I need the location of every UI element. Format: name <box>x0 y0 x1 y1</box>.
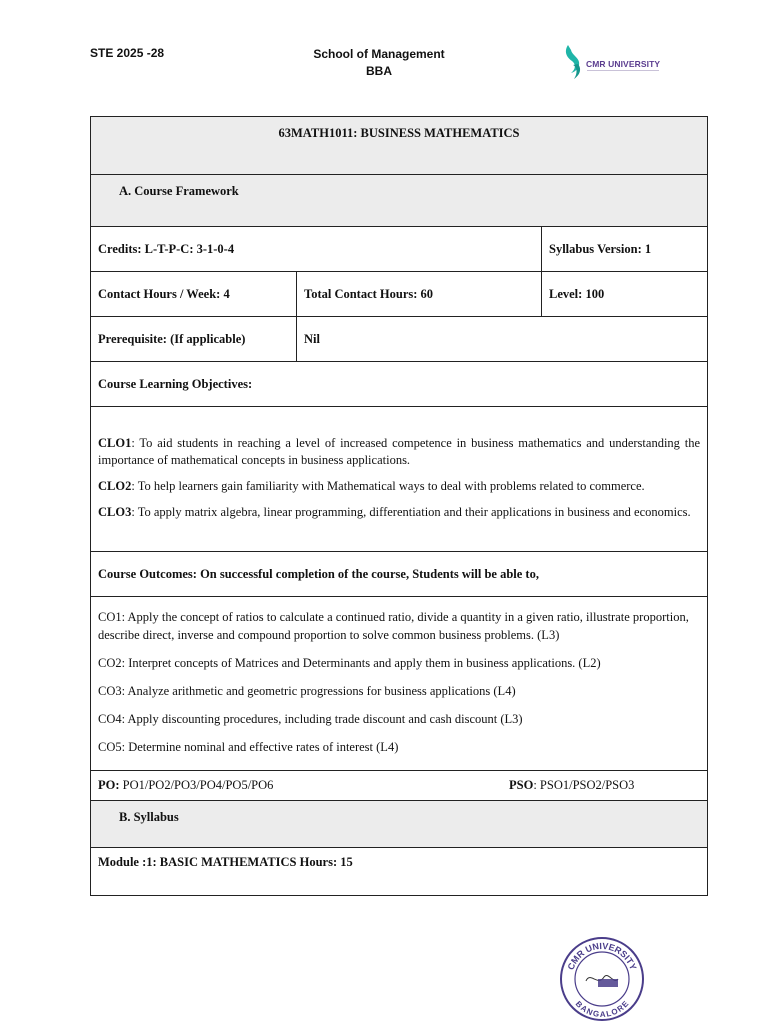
logo-text: CMR UNIVERSITY <box>586 59 661 69</box>
seal-top-text: CMR UNIVERSITY <box>565 940 639 972</box>
clo-list <box>91 407 708 552</box>
course-title <box>91 117 708 175</box>
seal-bottom-text: BANGALORE <box>573 999 631 1020</box>
co-list <box>91 597 708 771</box>
program-name: BBA <box>366 64 392 78</box>
clo-id: CLO2 <box>98 478 132 493</box>
co-item: CO4: Apply discounting procedures, including trade discount and cash discount (L3) <box>98 712 523 726</box>
level-cell: Level: 100 <box>542 272 708 317</box>
po-pso-row <box>91 771 708 801</box>
total-contact-hours-cell: Total Contact Hours: 60 <box>297 272 542 317</box>
clo-text: : To apply matrix algebra, linear programming, differentiation and their applications in business and economics. <box>131 504 691 519</box>
prerequisite-value-cell: Nil <box>297 317 708 362</box>
syllabus-version-cell: Syllabus Version: 1 <box>542 227 708 272</box>
svg-text:CMR UNIVERSITY <box>566 941 639 971</box>
contact-hours-week-cell: Contact Hours / Week: 4 <box>91 272 297 317</box>
university-seal <box>558 935 646 1023</box>
co-item: CO5: Determine nominal and effective rates of interest (L4) <box>98 740 399 754</box>
clo-heading: Course Learning Objectives: <box>91 362 708 407</box>
clo-item <box>98 435 700 469</box>
po-value: PO1/PO2/PO3/PO4/PO5/PO6 <box>119 777 274 792</box>
logo-tagline-line <box>587 70 659 71</box>
clo-id: CLO3 <box>98 504 132 519</box>
document-code: STE 2025 -28 <box>90 46 165 60</box>
co-item: CO2: Interpret concepts of Matrices and Determinants and apply them in business applications. (L2) <box>98 656 601 670</box>
clo-id: CLO1 <box>98 435 132 450</box>
co-item: CO1: Apply the concept of ratios to calculate a continued ratio, divide a quantity in a given ratio, illustrate proportion, describe direct, inverse and compound proportion to solve common business problems. (L3) <box>98 610 689 642</box>
clo-text: : To aid students in reaching a level of increased competence in business mathematics and understanding the importance of mathematical concepts in business applications. <box>98 435 700 467</box>
clo-text: : To help learners gain familiarity with Mathematical ways to deal with problems related to commerce. <box>131 478 645 493</box>
seal-logo-icon <box>598 979 618 987</box>
pso-mapping <box>509 778 634 793</box>
clo-item <box>98 504 700 521</box>
course-table <box>90 116 708 896</box>
module-1-heading: Module :1: BASIC MATHEMATICS Hours: 15 <box>91 848 708 896</box>
logo-mark-icon <box>562 43 586 81</box>
po-mapping <box>98 778 273 793</box>
clo-item <box>98 478 700 495</box>
course-code: 63MATH1011 <box>278 126 354 140</box>
pso-value: : PSO1/PSO2/PSO3 <box>533 777 635 792</box>
course-name: : BUSINESS MATHEMATICS <box>353 126 520 140</box>
section-b-heading: B. Syllabus <box>91 801 708 848</box>
prerequisite-label-cell: Prerequisite: (If applicable) <box>91 317 297 362</box>
section-a-heading: A. Course Framework <box>91 175 708 227</box>
co-heading: Course Outcomes: On successful completion of the course, Students will be able to, <box>91 552 708 597</box>
pso-label: PSO <box>509 777 534 792</box>
co-item: CO3: Analyze arithmetic and geometric progressions for business applications (L4) <box>98 684 516 698</box>
header-center <box>270 46 488 80</box>
credits-cell: Credits: L-T-P-C: 3-1-0-4 <box>91 227 542 272</box>
school-name: School of Management <box>313 47 445 61</box>
university-logo <box>562 43 672 81</box>
po-label: PO: <box>98 777 120 792</box>
